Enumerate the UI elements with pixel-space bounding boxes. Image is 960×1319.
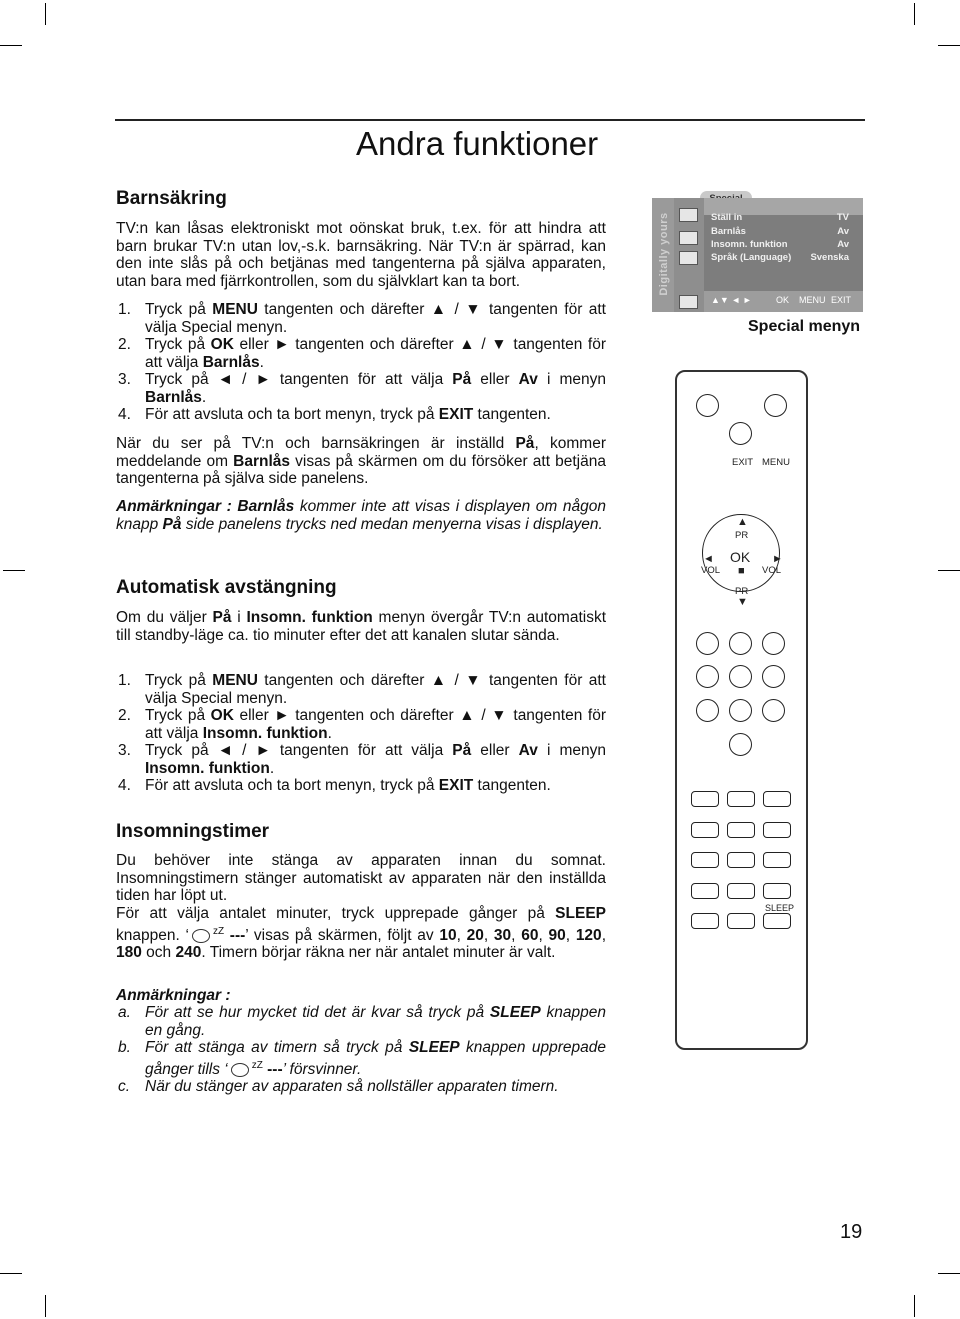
vol-left-arrow-icon: ◄ <box>703 553 714 565</box>
remote-number-button[interactable] <box>696 665 719 688</box>
sleep-zz: zZ <box>251 1059 263 1071</box>
osd-sound-icon <box>679 251 698 265</box>
crop-mark <box>914 1295 915 1317</box>
crop-mark <box>914 3 915 25</box>
remote-number-button[interactable] <box>729 733 752 756</box>
osd-row-value: TV <box>836 212 849 223</box>
osd-nav-ok: OK <box>776 295 790 305</box>
sleep-icon <box>192 929 210 943</box>
list-item: 2. Tryck på OK eller ► tangenten och därefter ▲ / ▼ tangenten för att välja Barnlås. <box>118 336 606 371</box>
remote-vol-right-label: VOL <box>762 565 782 576</box>
remote-pr-down-label: PR <box>735 586 749 597</box>
crop-mark <box>45 3 46 25</box>
list-item: 3. Tryck på ◄ / ► tangenten för att välja På eller Av i menyn Barnlås. <box>118 371 606 406</box>
remote-sleep-button[interactable] <box>763 913 791 929</box>
osd-row-value: Av <box>837 239 849 250</box>
crop-mark <box>0 1273 22 1274</box>
osd-row-label: Språk (Language) <box>711 252 792 263</box>
remote-number-button[interactable] <box>729 665 752 688</box>
osd-caption: Special menyn <box>748 318 861 335</box>
list-item: 2. Tryck på OK eller ► tangenten och därefter ▲ / ▼ tangenten för att välja Insomn. funktion. <box>118 707 606 742</box>
osd-row-label: Ställ in <box>711 212 743 223</box>
section-heading-barnsakring: Barnsäkring <box>116 188 227 209</box>
remote-number-button[interactable] <box>729 699 752 722</box>
remote-pr-up-label: PR <box>735 530 749 541</box>
page-title: Andra funktioner <box>356 125 599 162</box>
remote-function-button[interactable] <box>691 913 719 929</box>
remote-function-button[interactable] <box>763 791 791 807</box>
remote-function-button[interactable] <box>727 852 755 868</box>
remote-function-button[interactable] <box>691 883 719 899</box>
list-item: 1. Tryck på MENU tangenten och därefter ▲ / ▼ tangenten för att välja Special menyn. <box>118 672 606 707</box>
osd-nav-bar <box>704 291 863 312</box>
insomning-notes <box>116 1004 606 1096</box>
osd-row-label: Barnlås <box>711 226 746 237</box>
barnsakring-intro: TV:n kan låsas elektroniskt mot oönskat bruk, t.ex. för att hindra att barn brukar TV:n utan lov,-s.k. barnsäkring. När TV:n är spärrad, kan den inte slås på och betjänas med tangenterna på själva apparaten, utan bara med fjärrkontrollen, som du självklart kan ta bort. <box>116 220 606 290</box>
stop-square-icon: ■ <box>738 565 745 577</box>
crop-mark <box>3 570 25 571</box>
remote-vol-left-label: VOL <box>701 565 721 576</box>
list-item: 1. Tryck på MENU tangenten och därefter ▲ / ▼ tangenten för att välja Special menyn. <box>118 301 606 336</box>
remote-function-button[interactable] <box>691 852 719 868</box>
vol-right-arrow-icon: ► <box>772 553 783 565</box>
section-heading-avstangning: Automatisk avstängning <box>116 577 337 598</box>
osd-special-menu <box>652 198 863 312</box>
remote-sleep-label: SLEEP <box>765 903 795 913</box>
insomning-paragraph-1: Du behöver inte stänga av apparaten innan du somnat. Insomningstimern stänger automatiskt av apparaten när den inställda tiden har löpt ut. <box>116 852 606 904</box>
barnsakring-note: Anmärkningar : Barnlås kommer inte att visas i displayen om någon knapp På side panelens trycks ned medan menyerna visas i displayen. <box>116 498 606 533</box>
osd-side-strip <box>652 198 674 312</box>
sleep-zz: zZ <box>212 925 225 937</box>
list-item: b. För att stänga av timern så tryck på SLEEP knappen upprepade gånger tills ‘ $^{zZ}$ ---’ försvinner. <box>118 1039 606 1078</box>
avstangning-intro: Om du väljer På i Insomn. funktion menyn övergår TV:n automatiskt till standby-läge ca. tio minuter efter det att kanalen slutar sända. <box>116 609 607 644</box>
list-item: 3. Tryck på ◄ / ► tangenten för att välja På eller Av i menyn Insomn. funktion. <box>118 742 606 777</box>
remote-function-button[interactable] <box>691 822 719 838</box>
remote-function-button[interactable] <box>763 822 791 838</box>
remote-exit-label: EXIT <box>732 457 754 468</box>
sleep-icon <box>231 1063 249 1077</box>
remote-menu-label: MENU <box>762 457 790 468</box>
osd-row-value: Av <box>837 226 849 237</box>
remote-menu-button[interactable] <box>764 394 787 417</box>
pr-up-arrow-icon: ▲ <box>737 516 748 528</box>
remote-number-button[interactable] <box>762 632 785 655</box>
crop-mark <box>938 570 960 571</box>
osd-picture-icon <box>679 231 698 245</box>
barnsakring-paragraph: När du ser på TV:n och barnsäkringen är inställd På, kommer meddelande om Barnlås visas på skärmen om du försöker att betjäna tangenterna på själva side panelens. <box>116 435 606 487</box>
crop-mark <box>0 45 22 46</box>
crop-mark <box>45 1295 46 1317</box>
osd-nav-exit: EXIT <box>831 295 852 305</box>
remote-number-button[interactable] <box>762 665 785 688</box>
list-item: 4. För att avsluta och ta bort menyn, tryck på EXIT tangenten. <box>118 406 551 423</box>
list-item: c. När du stänger av apparaten så nollställer apparaten timern. <box>118 1078 559 1096</box>
remote-function-button[interactable] <box>763 852 791 868</box>
osd-tools-icon <box>679 208 698 222</box>
remote-number-button[interactable] <box>762 699 785 722</box>
remote-exit-button[interactable] <box>696 394 719 417</box>
list-item: 4. För att avsluta och ta bort menyn, tryck på EXIT tangenten. <box>118 777 551 794</box>
remote-function-button[interactable] <box>727 883 755 899</box>
remote-number-button[interactable] <box>696 699 719 722</box>
remote-button[interactable] <box>729 422 752 445</box>
remote-function-button[interactable] <box>727 913 755 929</box>
section-heading-insomning: Insomningstimer <box>116 821 270 842</box>
osd-special-icon <box>679 295 698 309</box>
pr-down-arrow-icon: ▼ <box>737 596 748 608</box>
header-rule <box>115 119 865 121</box>
osd-row-label: Insomn. funktion <box>711 239 788 250</box>
crop-mark <box>938 45 960 46</box>
list-item: a. För att se hur mycket tid det är kvar så tryck på SLEEP knappen en gång. <box>118 1004 606 1039</box>
remote-number-button[interactable] <box>729 632 752 655</box>
page-number: 19 <box>840 1221 863 1243</box>
insomning-note-label: Anmärkningar : <box>116 987 231 1004</box>
remote-number-button[interactable] <box>696 632 719 655</box>
osd-nav-menu: MENU <box>799 295 826 305</box>
osd-side-text: Digitally yours <box>658 212 670 296</box>
insomning-paragraph-2: För att välja antalet minuter, tryck upprepade gånger på SLEEP knappen. ‘ $^{zZ}$ ---’ visas på skärmen, följt av 10, 20, 30, 60, 90, 120, 180 och 240. Timern börjar räkna ner när antalet minuter är valt. <box>116 905 606 962</box>
remote-function-button[interactable] <box>763 883 791 899</box>
remote-function-button[interactable] <box>727 822 755 838</box>
crop-mark <box>938 1273 960 1274</box>
osd-nav-arrows: ▲▼ ◄ ► <box>711 295 752 305</box>
avstangning-steps <box>116 672 606 795</box>
remote-ok-label[interactable]: OK <box>730 549 751 565</box>
remote-function-button[interactable] <box>691 791 719 807</box>
osd-row-value: Svenska <box>810 252 849 263</box>
osd-icon-column <box>674 198 704 312</box>
barnsakring-steps <box>116 301 606 424</box>
remote-function-button[interactable] <box>727 791 755 807</box>
